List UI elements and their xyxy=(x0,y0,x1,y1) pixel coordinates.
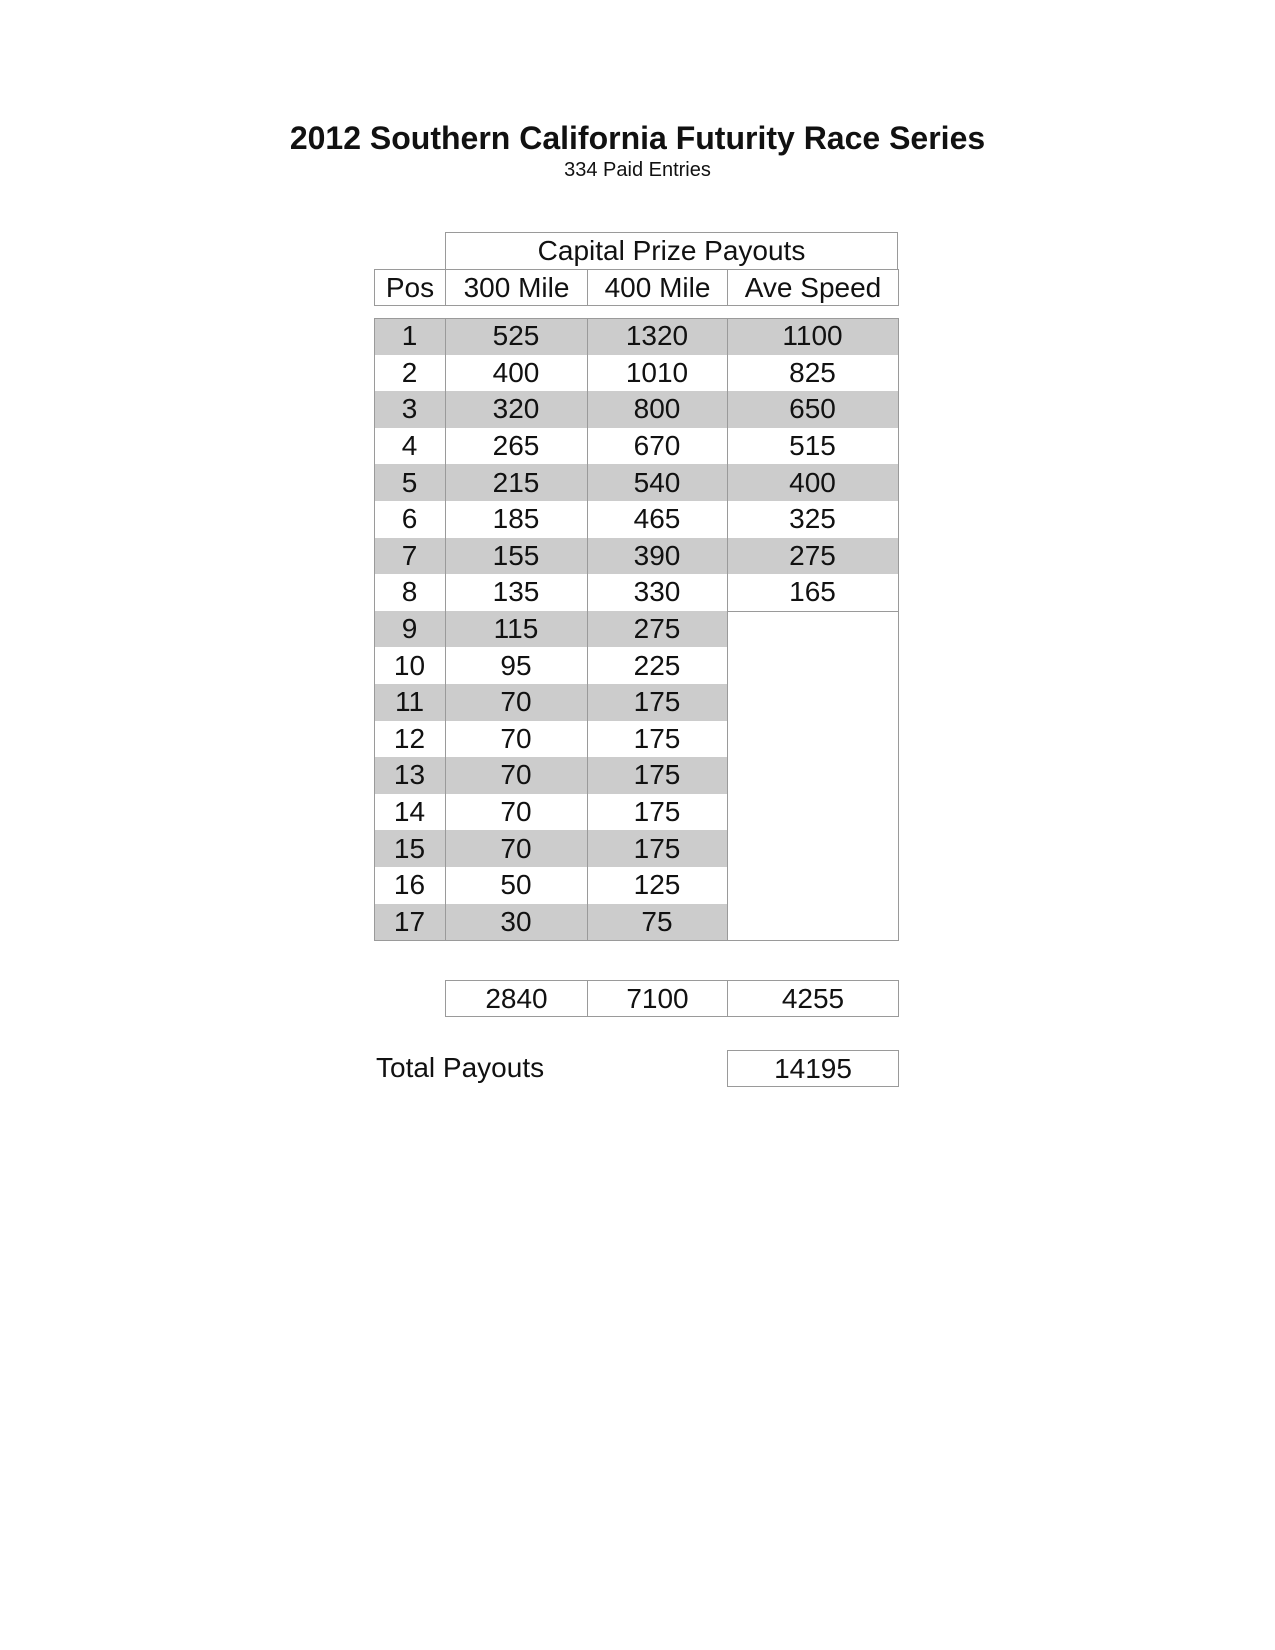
cell-pos: 3 xyxy=(401,393,418,425)
cell-300-mile: 70 xyxy=(500,796,532,828)
cell-pos: 15 xyxy=(393,832,426,864)
cell-pos: 6 xyxy=(401,503,418,535)
cell-400-mile: 1010 xyxy=(625,356,689,388)
cell-300-mile: 320 xyxy=(492,393,540,425)
cell-pos: 4 xyxy=(401,430,418,462)
subtotal-ave-speed: 4255 xyxy=(727,980,899,1017)
group-header-capital-prize-payouts: Capital Prize Payouts xyxy=(445,232,898,270)
cell-300-mile: 95 xyxy=(500,649,532,681)
cell-ave-speed: 275 xyxy=(789,539,836,571)
cell-400-mile: 175 xyxy=(633,832,681,864)
cell-300-mile: 115 xyxy=(493,613,539,645)
cell-pos: 12 xyxy=(393,722,426,754)
cell-400-mile: 1320 xyxy=(625,320,689,352)
total-payouts-label: Total Payouts xyxy=(376,1052,545,1083)
cell-400-mile: 800 xyxy=(633,393,681,425)
cell-400-mile: 175 xyxy=(633,759,681,791)
cell-400-mile: 465 xyxy=(633,503,681,535)
table-border xyxy=(898,318,899,941)
cell-300-mile: 70 xyxy=(500,722,532,754)
cell-ave-speed: 1100 xyxy=(782,320,843,352)
cell-ave-speed: 515 xyxy=(789,430,836,462)
table-border xyxy=(727,611,899,612)
cell-pos: 5 xyxy=(401,466,418,498)
cell-400-mile: 540 xyxy=(633,466,681,498)
cell-pos: 13 xyxy=(393,759,426,791)
col-header-ave-speed: Ave Speed xyxy=(727,269,899,306)
subtotal-400-mile: 7100 xyxy=(587,980,728,1017)
cell-pos: 8 xyxy=(401,576,418,608)
col-header-400-mile: 400 Mile xyxy=(587,269,728,306)
cell-300-mile: 135 xyxy=(492,576,540,608)
cell-pos: 17 xyxy=(393,905,426,937)
cell-400-mile: 175 xyxy=(633,686,681,718)
cell-pos: 14 xyxy=(393,796,426,828)
cell-ave-speed: 650 xyxy=(789,393,836,425)
cell-300-mile: 70 xyxy=(500,686,532,718)
table-border xyxy=(727,318,728,941)
cell-300-mile: 70 xyxy=(500,832,532,864)
subtotal-300-mile: 2840 xyxy=(445,980,588,1017)
table-border xyxy=(445,318,446,941)
cell-pos: 1 xyxy=(401,320,418,352)
cell-300-mile: 185 xyxy=(492,503,540,535)
table-border xyxy=(374,318,899,319)
col-header-300-mile: 300 Mile xyxy=(445,269,588,306)
cell-pos: 2 xyxy=(401,356,418,388)
page-subtitle: 334 Paid Entries xyxy=(564,159,711,181)
cell-pos: 16 xyxy=(393,869,426,901)
cell-400-mile: 175 xyxy=(633,722,681,754)
cell-300-mile: 50 xyxy=(500,869,532,901)
cell-ave-speed: 325 xyxy=(789,503,836,535)
cell-400-mile: 175 xyxy=(633,796,681,828)
cell-400-mile: 390 xyxy=(633,539,681,571)
cell-400-mile: 330 xyxy=(633,576,681,608)
cell-400-mile: 75 xyxy=(641,905,673,937)
cell-300-mile: 400 xyxy=(492,356,540,388)
cell-pos: 10 xyxy=(393,649,426,681)
cell-300-mile: 30 xyxy=(500,905,532,937)
table-border xyxy=(587,318,588,941)
cell-300-mile: 215 xyxy=(492,466,540,498)
cell-pos: 9 xyxy=(401,613,418,645)
cell-ave-speed: 825 xyxy=(789,356,836,388)
cell-ave-speed: 400 xyxy=(789,466,836,498)
cell-400-mile: 275 xyxy=(633,613,681,645)
cell-400-mile: 225 xyxy=(633,649,681,681)
col-header-pos: Pos xyxy=(374,269,446,306)
cell-pos: 11 xyxy=(394,686,425,718)
cell-300-mile: 70 xyxy=(500,759,532,791)
total-payouts-value: 14195 xyxy=(727,1050,899,1087)
table-border xyxy=(374,940,899,941)
table-border xyxy=(374,318,375,941)
cell-300-mile: 525 xyxy=(492,320,540,352)
cell-pos: 7 xyxy=(401,539,418,571)
page-title: 2012 Southern California Futurity Race Series xyxy=(289,120,986,156)
cell-300-mile: 265 xyxy=(492,430,540,462)
cell-400-mile: 125 xyxy=(633,869,681,901)
cell-ave-speed: 165 xyxy=(789,576,836,608)
cell-400-mile: 670 xyxy=(633,430,681,462)
cell-300-mile: 155 xyxy=(492,539,540,571)
